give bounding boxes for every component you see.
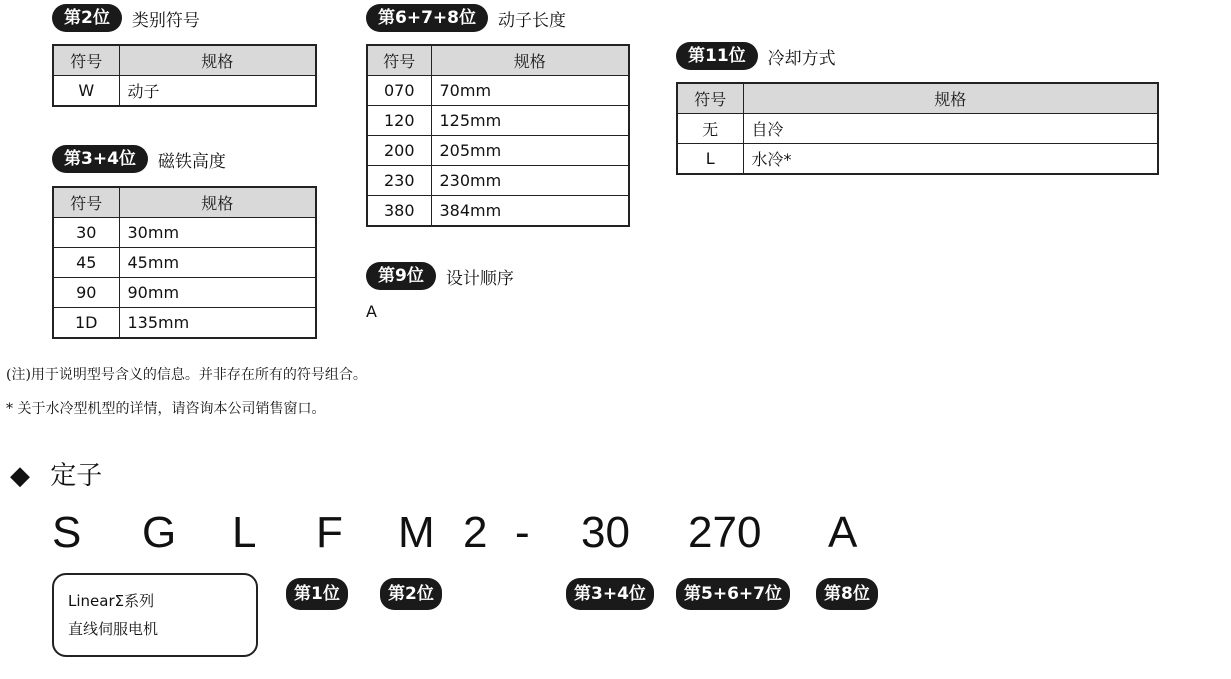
spec-cell: 自冷 [743,114,1158,144]
col-header-spec: 规格 [743,83,1158,114]
table-row [367,136,629,166]
digit-badge-3-4: 第3+4位 [566,578,654,610]
symbol-cell: 90 [53,278,119,308]
table-row [53,278,316,308]
section-6-7-8-heading [366,4,566,32]
cooling-method-table [676,82,1159,175]
col-header-symbol: 符号 [53,45,119,76]
digit-badge: 第2位 [52,4,122,32]
table-header-row [367,45,629,76]
col-header-symbol: 符号 [53,187,119,218]
symbol-cell: 230 [367,166,431,196]
symbol-cell: 30 [53,218,119,248]
digit-badge: 第6+7+8位 [366,4,488,32]
digit-badge: 第11位 [676,42,758,70]
table-row [53,308,316,339]
digit-badge: 第9位 [366,262,436,290]
section-9-heading [366,262,514,290]
digit-badge-2: 第2位 [380,578,442,610]
section-label: 冷却方式 [767,48,836,69]
symbol-cell: 200 [367,136,431,166]
model-char-270: 270 [688,508,762,557]
symbol-cell: L [677,144,743,175]
col-header-spec: 规格 [119,187,316,218]
symbol-cell: W [53,76,119,107]
model-char-l: L [232,508,257,557]
spec-cell: 水冷* [743,144,1158,175]
col-header-symbol: 符号 [367,45,431,76]
spec-cell: 125mm [431,106,629,136]
col-header-symbol: 符号 [677,83,743,114]
col-header-spec: 规格 [119,45,316,76]
table-row [367,196,629,227]
spec-cell: 动子 [119,76,316,107]
diamond-bullet-icon: ◆ [10,461,30,491]
col-header-spec: 规格 [431,45,629,76]
table-row [53,218,316,248]
category-symbol-table [52,44,317,107]
digit-badge: 第3+4位 [52,145,148,173]
table-row [677,114,1158,144]
section-label: 动子长度 [497,10,566,31]
digit-badge-5-6-7: 第5+6+7位 [676,578,790,610]
model-char-30: 30 [581,508,630,557]
series-description-box [52,573,258,657]
stator-title: 定子 [50,461,103,491]
section-label: 类别符号 [131,10,200,31]
design-order-value: A [366,302,377,321]
section-11-heading [676,42,836,70]
model-char-dash: - [515,508,530,557]
model-char-s: S [52,508,82,557]
spec-cell: 70mm [431,76,629,106]
spec-cell: 30mm [119,218,316,248]
model-char-g: G [142,508,177,557]
spec-cell: 45mm [119,248,316,278]
table-row [367,166,629,196]
mover-length-table [366,44,630,227]
spec-cell: 384mm [431,196,629,227]
symbol-cell: 070 [367,76,431,106]
table-header-row [53,45,316,76]
magnet-height-table [52,186,317,339]
table-row [367,76,629,106]
symbol-cell: 1D [53,308,119,339]
model-char-f: F [316,508,343,557]
section-label: 设计顺序 [445,268,514,289]
digit-badge-1: 第1位 [286,578,348,610]
section-label: 磁铁高度 [157,151,226,172]
section-2-heading [52,4,200,32]
spec-cell: 90mm [119,278,316,308]
series-name: LinearΣ系列 [68,592,155,610]
model-char-a: A [828,508,858,557]
table-row [53,76,316,107]
note-general: (注)用于说明型号含义的信息。并非存在所有的符号组合。 [6,367,367,383]
table-header-row [677,83,1158,114]
model-char-m: M [398,508,435,557]
note-water-cooling: * 关于水冷型机型的详情，请咨询本公司销售窗口。 [6,401,326,417]
symbol-cell: 380 [367,196,431,227]
table-row [53,248,316,278]
spec-cell: 135mm [119,308,316,339]
stator-heading [10,455,102,492]
symbol-cell: 45 [53,248,119,278]
section-3-4-heading [52,145,226,173]
series-type: 直线伺服电机 [68,620,159,638]
digit-badge-8: 第8位 [816,578,878,610]
symbol-cell: 无 [677,114,743,144]
table-row [677,144,1158,175]
spec-cell: 230mm [431,166,629,196]
model-char-2: 2 [463,508,488,557]
symbol-cell: 120 [367,106,431,136]
spec-cell: 205mm [431,136,629,166]
table-row [367,106,629,136]
table-header-row [53,187,316,218]
